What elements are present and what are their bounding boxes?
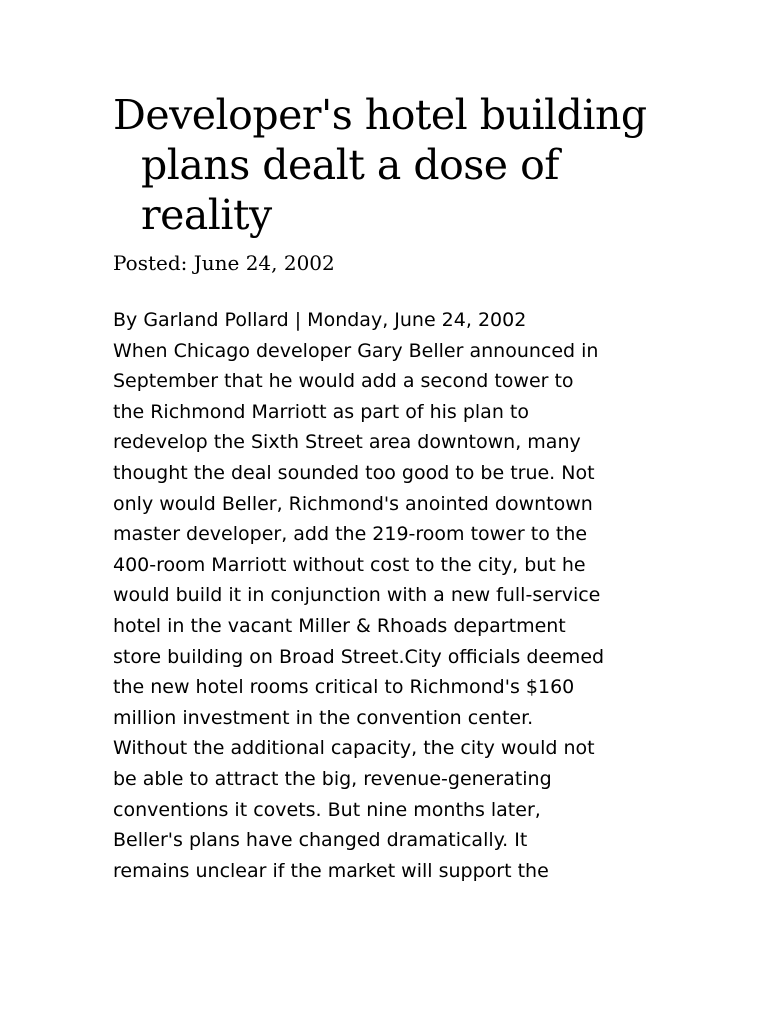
body-line: conventions it covets. But nine months later, bbox=[113, 798, 541, 821]
body-line: would build it in conjunction with a new full-service bbox=[113, 584, 601, 607]
body-line: Beller's plans have changed dramatically. It bbox=[113, 829, 528, 852]
body-line: the Richmond Marriott as part of his plan to bbox=[113, 400, 529, 423]
body-line: only would Beller, Richmond's anointed downtown bbox=[113, 492, 593, 515]
byline: By Garland Pollard | Monday, June 24, 2002 bbox=[113, 309, 527, 331]
body-line: thought the deal sounded too good to be true. Not bbox=[113, 461, 595, 484]
body-line: master developer, add the 219-room tower to the bbox=[113, 523, 588, 546]
body-line: remains unclear if the market will support the bbox=[113, 859, 549, 882]
body-line: be able to attract the big, revenue-generating bbox=[113, 767, 552, 790]
body-line: the new hotel rooms critical to Richmond's $160 bbox=[113, 676, 575, 699]
body-line: store building on Broad Street.City officials deemed bbox=[113, 645, 605, 668]
posted-date: Posted: June 24, 2002 bbox=[113, 251, 335, 275]
body-line: September that he would add a second tower to bbox=[113, 370, 574, 393]
body-line: 400-room Marriott without cost to the city, but he bbox=[113, 553, 586, 576]
body-line: When Chicago developer Gary Beller announced in bbox=[113, 339, 599, 362]
body-line: hotel in the vacant Miller & Rhoads department bbox=[113, 614, 566, 637]
body-line: Without the additional capacity, the city would not bbox=[113, 737, 595, 760]
body-line: redevelop the Sixth Street area downtown, many bbox=[113, 431, 581, 454]
article-body bbox=[113, 305, 658, 886]
article-headline: Developer's hotel building plans dealt a dose of reality bbox=[113, 91, 647, 239]
body-line: million investment in the convention center. bbox=[113, 706, 534, 729]
